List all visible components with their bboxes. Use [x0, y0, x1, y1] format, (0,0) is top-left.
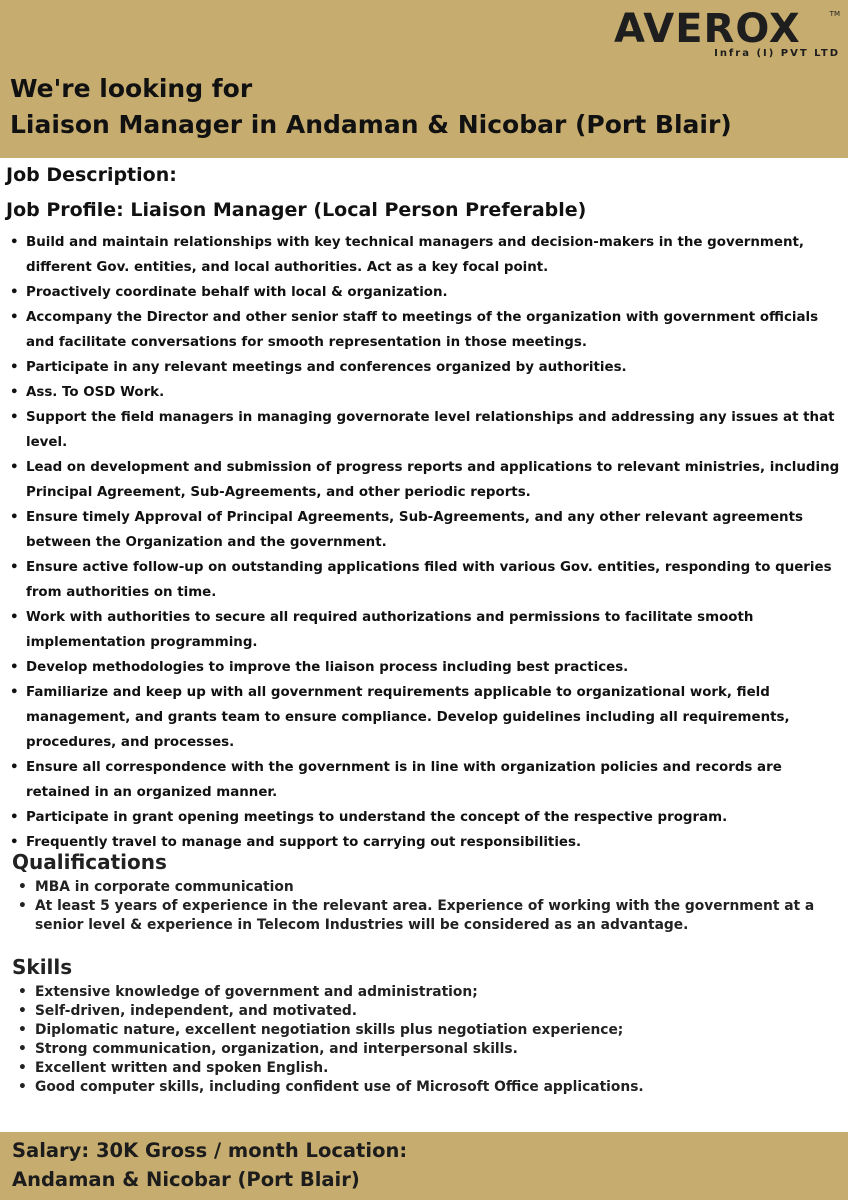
responsibility-item: • Ass. To OSD Work. [6, 380, 844, 405]
job-profile-label: Job Profile: Liaison Manager ( [6, 199, 323, 221]
job-profile-heading [6, 199, 586, 221]
qualification-item: • MBA in corporate communication [14, 878, 840, 897]
qualifications-heading: Qualifications [12, 850, 167, 874]
skills-heading: Skills [12, 955, 73, 979]
responsibility-item: • Build and maintain relationships with key technical managers and decision-makers in the government, different Gov. entities, and local authorities. Act as a key focal point. [6, 230, 844, 280]
qualifications-list [14, 878, 840, 935]
responsibility-item: • Familiarize and keep up with all government requirements applicable to organizational work, field management, and grants team to ensure compliance. Develop guidelines including all requirements, procedures, and processes. [6, 680, 844, 755]
responsibility-item: • Lead on development and submission of progress reports and applications to relevant ministries, including Principal Agreement, Sub-Agreements, and other periodic reports. [6, 455, 844, 505]
footer-banner [0, 1132, 848, 1200]
logo-tagline: Infra (I) PVT LTD [714, 48, 840, 59]
skill-item: • Excellent written and spoken English. [14, 1059, 840, 1078]
headline-position: Liaison Manager in Andaman & Nicobar (Port Blair) [10, 110, 732, 139]
skill-item: • Extensive knowledge of government and administration; [14, 983, 840, 1002]
qualification-item: • At least 5 years of experience in the relevant area. Experience of working with the government at a senior level & experience in Telecom Industries will be considered as an advantage. [14, 897, 840, 935]
responsibility-item: • Support the field managers in managing governorate level relationships and addressing any issues at that level. [6, 405, 844, 455]
logo-wordmark: AVEROX [614, 8, 801, 48]
skill-item: • Self-driven, independent, and motivated. [14, 1002, 840, 1021]
job-profile-note: Local Person Preferable [322, 199, 578, 221]
responsibility-item: • Frequently travel to manage and support to carrying out responsibilities. [6, 830, 844, 855]
averox-logo-mark [608, 8, 840, 48]
responsibilities-list [6, 230, 844, 855]
salary-location-text: Salary: 30K Gross / month Location: Andaman & Nicobar (Port Blair) [12, 1139, 408, 1191]
skill-item: • Good computer skills, including confident use of Microsoft Office applications. [14, 1078, 840, 1097]
skill-item: • Diplomatic nature, excellent negotiation skills plus negotiation experience; [14, 1021, 840, 1040]
skill-item: • Strong communication, organization, and interpersonal skills. [14, 1040, 840, 1059]
responsibility-item: • Accompany the Director and other senior staff to meetings of the organization with government officials and facilitate conversations for smooth representation in those meetings. [6, 305, 844, 355]
job-profile-close: ) [577, 199, 587, 221]
responsibility-item: • Proactively coordinate behalf with local & organization. [6, 280, 844, 305]
responsibility-item: • Participate in any relevant meetings and conferences organized by authorities. [6, 355, 844, 380]
responsibility-item: • Develop methodologies to improve the liaison process including best practices. [6, 655, 844, 680]
responsibility-item: • Ensure timely Approval of Principal Agreements, Sub-Agreements, and any other relevant agreements between the Organization and the government. [6, 505, 844, 555]
trademark-mark: TM [829, 10, 840, 18]
responsibility-item: • Ensure active follow-up on outstanding applications filed with various Gov. entities, responding to queries from authorities on time. [6, 555, 844, 605]
responsibility-item: • Ensure all correspondence with the government is in line with organization policies and records are retained in an organized manner. [6, 755, 844, 805]
skills-list [14, 983, 840, 1097]
headline-intro: We're looking for [10, 74, 253, 103]
responsibility-item: • Work with authorities to secure all required authorizations and permissions to facilitate smooth implementation programming. [6, 605, 844, 655]
header-banner [0, 0, 848, 158]
company-logo [608, 8, 840, 64]
job-description-heading: Job Description: [6, 164, 177, 186]
responsibility-item: • Participate in grant opening meetings to understand the concept of the respective program. [6, 805, 844, 830]
